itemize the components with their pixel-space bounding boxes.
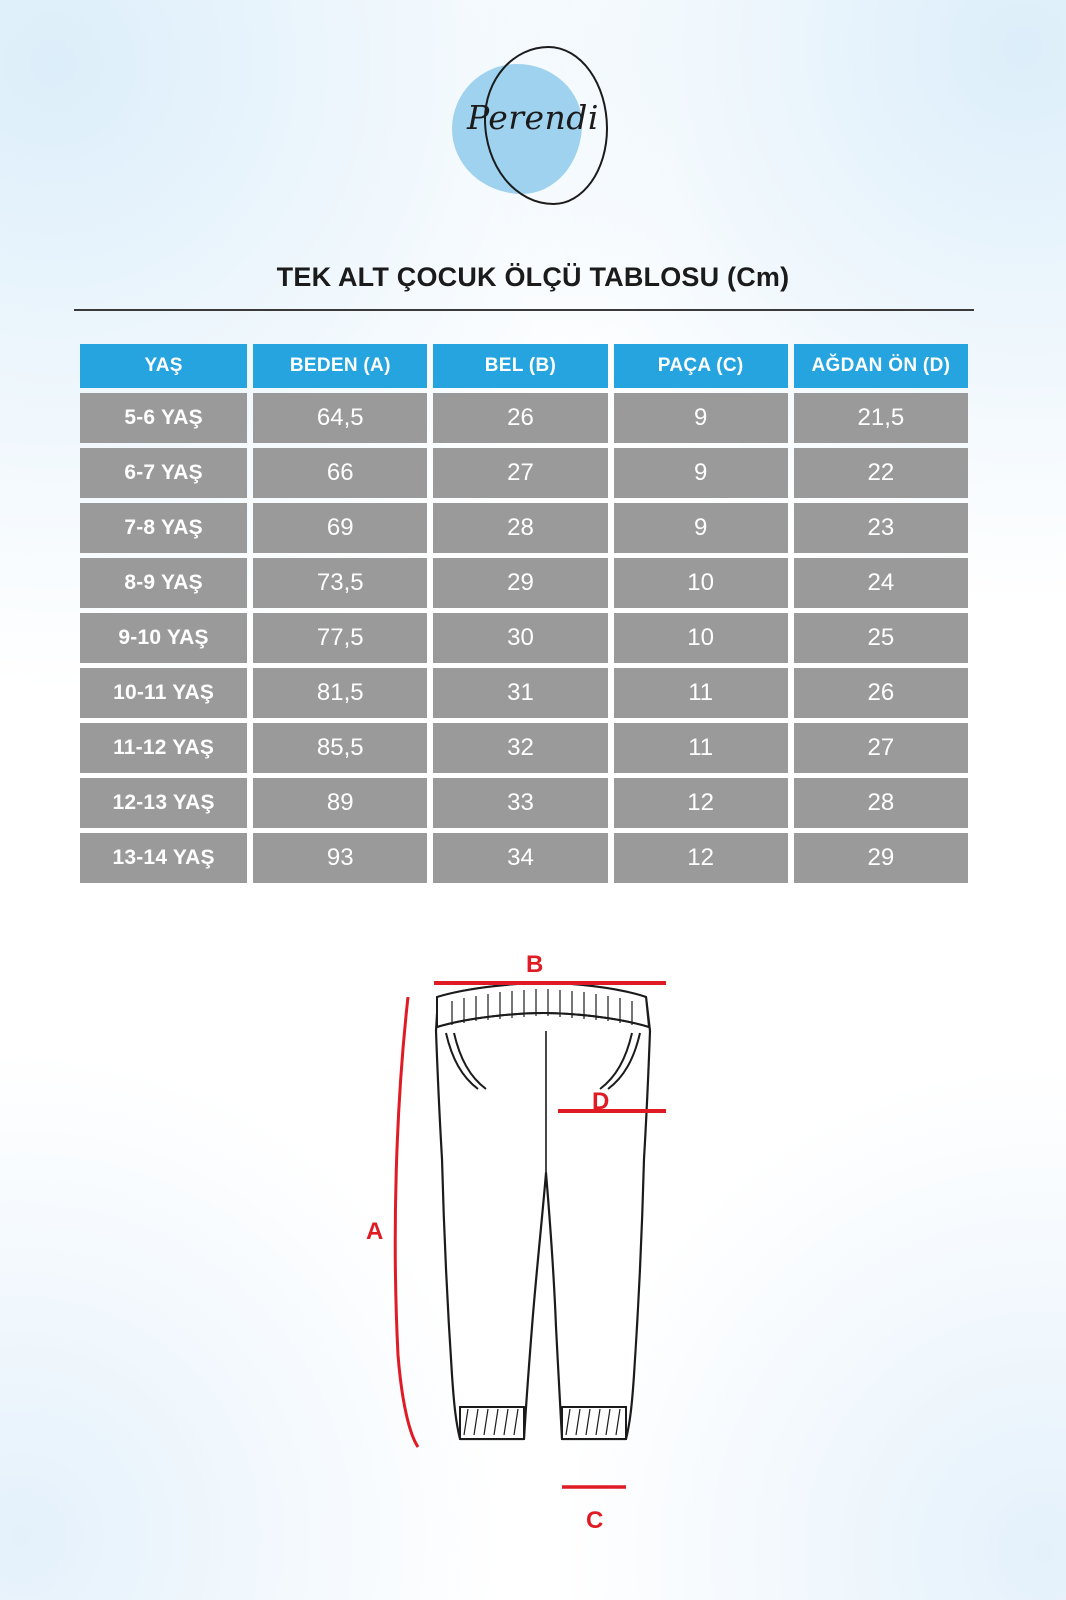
pants-measurement-diagram	[330, 935, 750, 1545]
cell-beden: 85,5	[253, 723, 427, 773]
cell-beden: 69	[253, 503, 427, 553]
cell-age: 12-13 YAŞ	[80, 778, 247, 828]
page-title: TEK ALT ÇOCUK ÖLÇÜ TABLOSU (Cm)	[276, 262, 790, 292]
cell-agdan-on: 29	[794, 833, 968, 883]
table-row	[80, 613, 968, 663]
cell-beden: 93	[253, 833, 427, 883]
title-divider	[74, 309, 974, 311]
label-c: C	[586, 1507, 604, 1534]
cell-agdan-on: 25	[794, 613, 968, 663]
cell-age: 5-6 YAŞ	[80, 393, 247, 443]
cell-beden: 66	[253, 448, 427, 498]
table-row	[80, 723, 968, 773]
cell-bel: 26	[433, 393, 607, 443]
brand-logo	[0, 46, 1066, 206]
cell-paca: 10	[614, 613, 788, 663]
cell-age: 7-8 YAŞ	[80, 503, 247, 553]
cell-paca: 9	[614, 448, 788, 498]
size-table	[74, 339, 974, 888]
cell-paca: 11	[614, 668, 788, 718]
cell-paca: 9	[614, 393, 788, 443]
table-header-row	[80, 344, 968, 388]
cell-paca: 12	[614, 833, 788, 883]
cell-age: 11-12 YAŞ	[80, 723, 247, 773]
cell-agdan-on: 22	[794, 448, 968, 498]
cell-bel: 28	[433, 503, 607, 553]
column-header-paca: PAÇA (C)	[614, 344, 788, 388]
table-row	[80, 393, 968, 443]
cell-bel: 30	[433, 613, 607, 663]
cell-bel: 33	[433, 778, 607, 828]
cell-beden: 73,5	[253, 558, 427, 608]
cell-paca: 9	[614, 503, 788, 553]
column-header-age: YAŞ	[80, 344, 247, 388]
cell-agdan-on: 26	[794, 668, 968, 718]
cell-beden: 64,5	[253, 393, 427, 443]
table-row	[80, 503, 968, 553]
cell-bel: 31	[433, 668, 607, 718]
brand-name: Perendi	[467, 98, 599, 137]
cell-beden: 77,5	[253, 613, 427, 663]
table-row	[80, 833, 968, 883]
cell-agdan-on: 21,5	[794, 393, 968, 443]
cell-beden: 89	[253, 778, 427, 828]
cell-bel: 34	[433, 833, 607, 883]
table-row	[80, 778, 968, 828]
cell-beden: 81,5	[253, 668, 427, 718]
cell-agdan-on: 27	[794, 723, 968, 773]
cell-agdan-on: 23	[794, 503, 968, 553]
cell-paca: 10	[614, 558, 788, 608]
column-header-beden: BEDEN (A)	[253, 344, 427, 388]
cell-age: 10-11 YAŞ	[80, 668, 247, 718]
cell-age: 9-10 YAŞ	[80, 613, 247, 663]
label-b: B	[526, 951, 544, 978]
logo-box	[438, 46, 628, 206]
table-row	[80, 668, 968, 718]
label-a: A	[366, 1218, 384, 1245]
cell-age: 8-9 YAŞ	[80, 558, 247, 608]
cell-bel: 29	[433, 558, 607, 608]
table-row	[80, 448, 968, 498]
column-header-agdan-on: AĞDAN ÖN (D)	[794, 344, 968, 388]
cell-bel: 32	[433, 723, 607, 773]
cell-age: 6-7 YAŞ	[80, 448, 247, 498]
cell-bel: 27	[433, 448, 607, 498]
cell-agdan-on: 28	[794, 778, 968, 828]
cell-paca: 11	[614, 723, 788, 773]
pants-illustration-icon	[330, 935, 750, 1545]
marker-a-line	[395, 997, 418, 1447]
column-header-bel: BEL (B)	[433, 344, 607, 388]
cell-agdan-on: 24	[794, 558, 968, 608]
cell-paca: 12	[614, 778, 788, 828]
label-d: D	[592, 1088, 610, 1115]
cell-age: 13-14 YAŞ	[80, 833, 247, 883]
table-row	[80, 558, 968, 608]
